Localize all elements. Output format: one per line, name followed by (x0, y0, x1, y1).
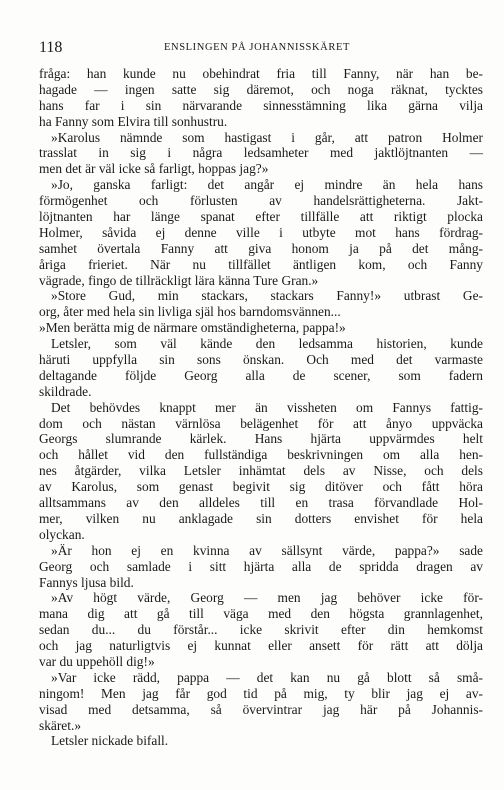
text-line: vägrade, fingo de tillräckligt lära känna Ture Gran.» (39, 272, 319, 288)
text-line: Holmer, såvida ej denne ville i utbyte mot hans fördrag- (39, 224, 483, 240)
text-line: org, åter med hela sin livliga själ hos barndomsvännen... (39, 304, 341, 320)
text-line: men det är väl icke så farligt, hoppas jag?» (39, 161, 269, 177)
text-line: fråga: han kunde nu obehindrat fria till Fanny, när han be- (39, 66, 483, 81)
text-line: mana dig att gå till väga med den högsta grannlagenhet, (39, 606, 483, 622)
page-number: 118 (39, 39, 63, 56)
text-line: dom och nästan värnlösa belägenhet för att ånyo uppväcka (39, 415, 483, 431)
text-line: av Karolus, som genast begivit sig ditöver och fått höra (39, 479, 483, 495)
text-line: var du uppehöll dig!» (39, 653, 155, 669)
text-line: »Men berätta mig de närmare omständigheterna, pappa!» (39, 320, 346, 336)
text-line: trasslat in sig i några ledsamheter med jaktlöjtnanten — (39, 145, 483, 161)
text-line: »Var icke rädd, pappa — det kan nu gå blott så små- (51, 669, 483, 685)
text-line: löjtnanten har länge spanat efter tillfälle att riktigt plocka (39, 209, 483, 225)
text-line: skildrade. (39, 383, 92, 399)
running-title: ENSLINGEN PÅ JOHANNISSKÄRET (164, 42, 350, 53)
text-line: och jag naturligtvis ej kunnat eller ansett för rätt att dölja (39, 638, 483, 654)
text-line: Letsler, som väl kände den ledsamma historien, kunde (51, 336, 483, 352)
text-line: Fannys ljusa bild. (39, 574, 134, 590)
text-line: deltagande följde Georg alla de scener, som fadern (39, 367, 483, 383)
text-line: visad med detsamma, så övervintrar jag här på Johannis- (39, 701, 483, 717)
page-header (39, 38, 475, 58)
text-line: hans far i sin närvarande sinnesstämning lika gärna vilja (39, 97, 483, 113)
text-line: sedan du... du förstår... icke skrivit efter din hemkomst (39, 622, 483, 638)
text-line: Letsler nickade bifall. (51, 733, 169, 749)
text-line: mer, vilken nu anklagade sin dotters envishet för hela (39, 510, 483, 526)
text-line: och hållet vid den fullständiga beskrivningen om alla hen- (39, 447, 483, 463)
text-line: Georgs slumrande kärlek. Hans hjärta uppvärmdes helt (39, 431, 483, 447)
text-line: »Jo, ganska farligt: det angår ej mindre än hela hans (51, 177, 483, 193)
text-line: hagade — ingen satte sig däremot, och noga räknat, tycktes (39, 81, 483, 97)
text-line: skäret.» (39, 717, 82, 733)
text-line: ningom! Men jag får god tid på mig, ty blir jag ej av- (39, 685, 483, 701)
text-line: ha Fanny som Elvira till sonhustru. (39, 113, 228, 129)
text-line: Georg och samlade i sitt hjärta alla de spridda dragen av (39, 558, 483, 574)
text-line: nes åtgärder, vilka Letsler inhämtat dels av Nisse, och dels (39, 463, 483, 479)
text-line: häruti uppfylla sin sons önskan. Och med det varmaste (39, 352, 483, 368)
text-line: åriga frieriet. När nu tillfället äntligen kom, och Fanny (39, 256, 483, 272)
text-line: »Är hon ej en kvinna av sällsynt värde, pappa?» sade (51, 542, 483, 558)
text-line: samhet övertala Fanny att giva honom ja på det mång- (39, 240, 483, 256)
text-line: alltsammans av den alldeles till en trasa förvandlade Hol- (39, 495, 483, 511)
text-line: »Store Gud, min stackars, stackars Fanny!» utbrast Ge- (51, 288, 483, 304)
text-line: förmögenhet och förlusten av handelsrättigheterna. Jakt- (39, 193, 483, 209)
text-line: Det behövdes knappt mer än vissheten om Fannys fattig- (51, 399, 483, 415)
text-line: olyckan. (39, 526, 85, 542)
text-line: »Av högt värde, Georg — men jag behöver icke för- (51, 590, 483, 606)
text-line: »Karolus nämnde som hastigast i går, att patron Holmer (51, 129, 483, 145)
body-text (39, 66, 483, 749)
